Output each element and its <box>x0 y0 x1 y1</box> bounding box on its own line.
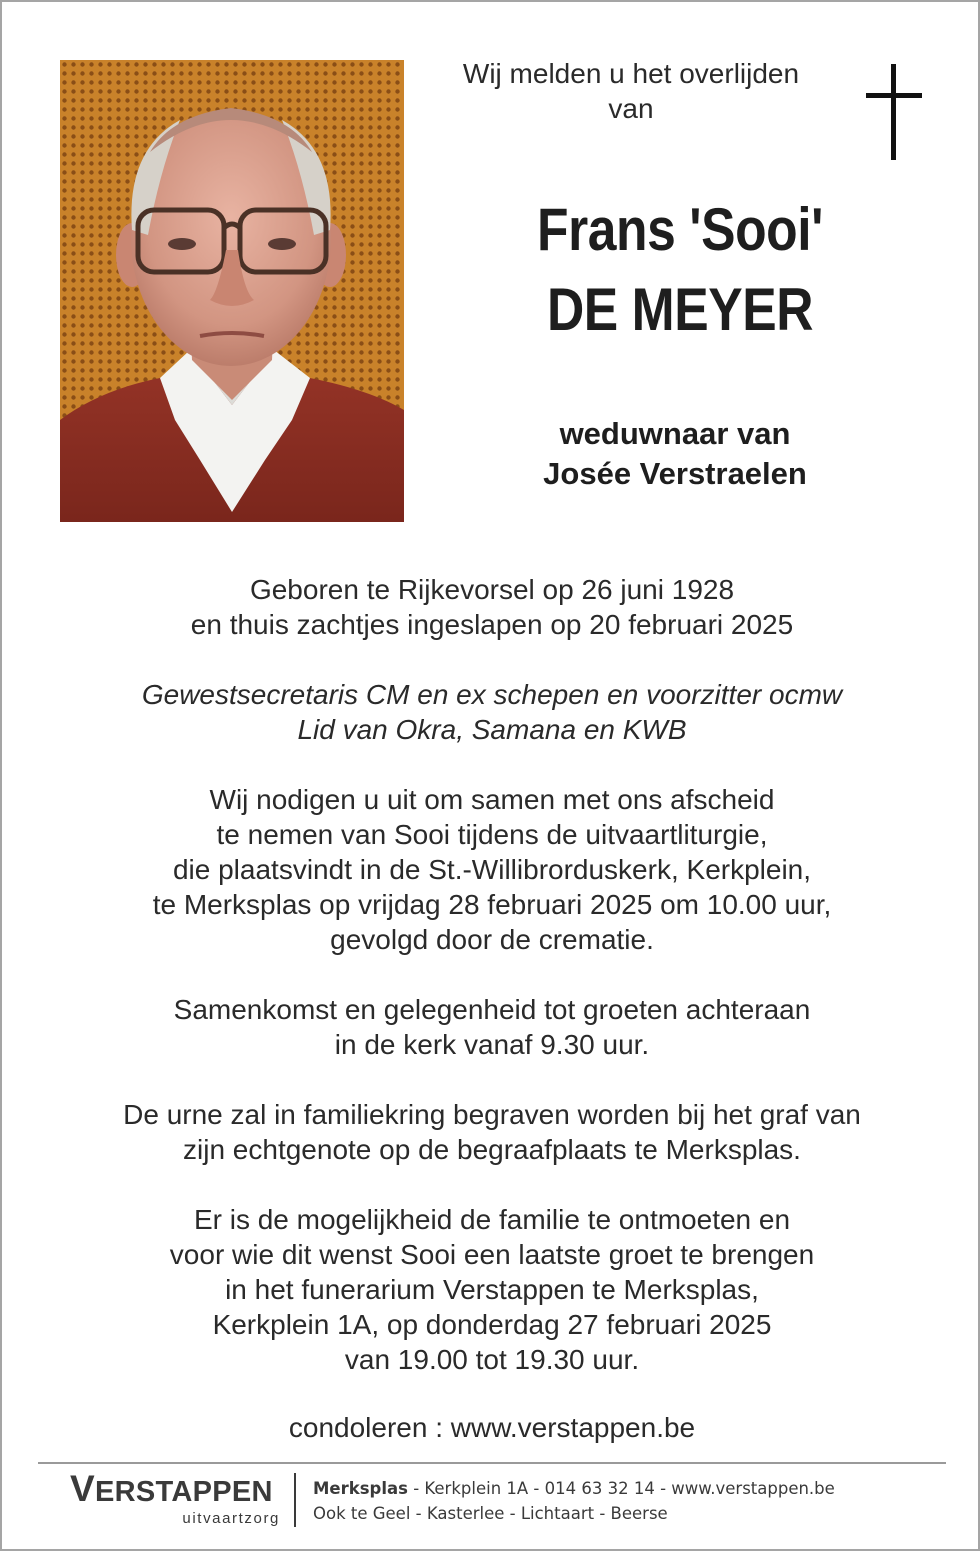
text-line: voor wie dit wenst Sooi een laatste groet te brengen <box>169 1239 815 1270</box>
text-line: Samenkomst en gelegenheid tot groeten achteraan <box>173 994 811 1025</box>
text-line: en thuis zachtjes ingeslapen op 20 februari 2025 <box>190 609 794 640</box>
logo-wordmark <box>70 1468 284 1509</box>
footer-address: - Kerkplein 1A - 014 63 32 14 - www.verstappen.be <box>407 1479 835 1498</box>
footer-branches: Ook te Geel - Kasterlee - Lichtaart - Beerse <box>313 1504 668 1523</box>
text-line: Er is de mogelijkheid de familie te ontmoeten en <box>193 1204 791 1235</box>
footer-separator <box>294 1473 296 1527</box>
announcement <box>432 56 830 126</box>
latin-cross-icon <box>866 64 926 162</box>
logo-initial: V <box>70 1468 95 1509</box>
text-line: Gewestsecretaris CM en ex schepen en voorzitter ocmw <box>141 679 843 710</box>
text-line: Lid van Okra, Samana en KWB <box>297 714 687 745</box>
text-line: van 19.00 tot 19.30 uur. <box>344 1344 640 1375</box>
deceased-first-name: Frans 'Sooi' <box>536 196 824 263</box>
logo-subtitle: uitvaartzorg <box>182 1510 280 1527</box>
text-line: Wij nodigen u uit om samen met ons afscheid <box>209 784 775 815</box>
text-line: in het funerarium Verstappen te Merksplas, <box>225 1274 759 1305</box>
footer-divider <box>38 1462 946 1464</box>
condolences-paragraph <box>42 1410 942 1445</box>
text-line: te nemen van Sooi tijdens de uitvaartliturgie, <box>216 819 768 850</box>
funeral-home-logo <box>70 1468 284 1532</box>
spouse-name: Josée Verstraelen <box>543 456 807 491</box>
condolences-line: condoleren : www.verstappen.be <box>288 1412 696 1443</box>
invitation-paragraph <box>42 782 942 957</box>
gathering-paragraph <box>42 992 942 1062</box>
text-line: zijn echtgenote op de begraafplaats te Merksplas. <box>183 1134 801 1165</box>
visitation-paragraph <box>42 1202 942 1377</box>
text-line: De urne zal in familiekring begraven worden bij het graf van <box>123 1099 861 1130</box>
text-line: Kerkplein 1A, op donderdag 27 februari 2025 <box>212 1309 772 1340</box>
text-line: gevolgd door de crematie. <box>330 924 654 955</box>
announcement-line: Wij melden u het overlijden <box>462 58 800 89</box>
roles-paragraph <box>42 677 942 747</box>
deceased-name <box>475 190 884 350</box>
birth-death-paragraph <box>42 572 942 642</box>
notice-body <box>42 572 942 1445</box>
text-line: te Merksplas op vrijdag 28 februari 2025 om 10.00 uur, <box>152 889 832 920</box>
deceased-last-name: DE MEYER <box>546 276 814 343</box>
urn-paragraph <box>42 1097 942 1167</box>
text-line: die plaatsvindt in de St.-Willibrorduskerk, Kerkplein, <box>172 854 812 885</box>
logo-rest: ERSTAPPEN <box>94 1476 273 1508</box>
text-line: in de kerk vanaf 9.30 uur. <box>334 1029 650 1060</box>
footer-address-line <box>313 1476 835 1501</box>
portrait-photo <box>60 60 404 522</box>
text-line: Geboren te Rijkevorsel op 26 juni 1928 <box>249 574 735 605</box>
footer-city: Merksplas <box>313 1479 408 1498</box>
spouse-relation: weduwnaar van <box>559 416 791 451</box>
footer-contact <box>313 1476 835 1526</box>
announcement-line: van <box>608 93 654 124</box>
spouse-info <box>472 414 878 494</box>
